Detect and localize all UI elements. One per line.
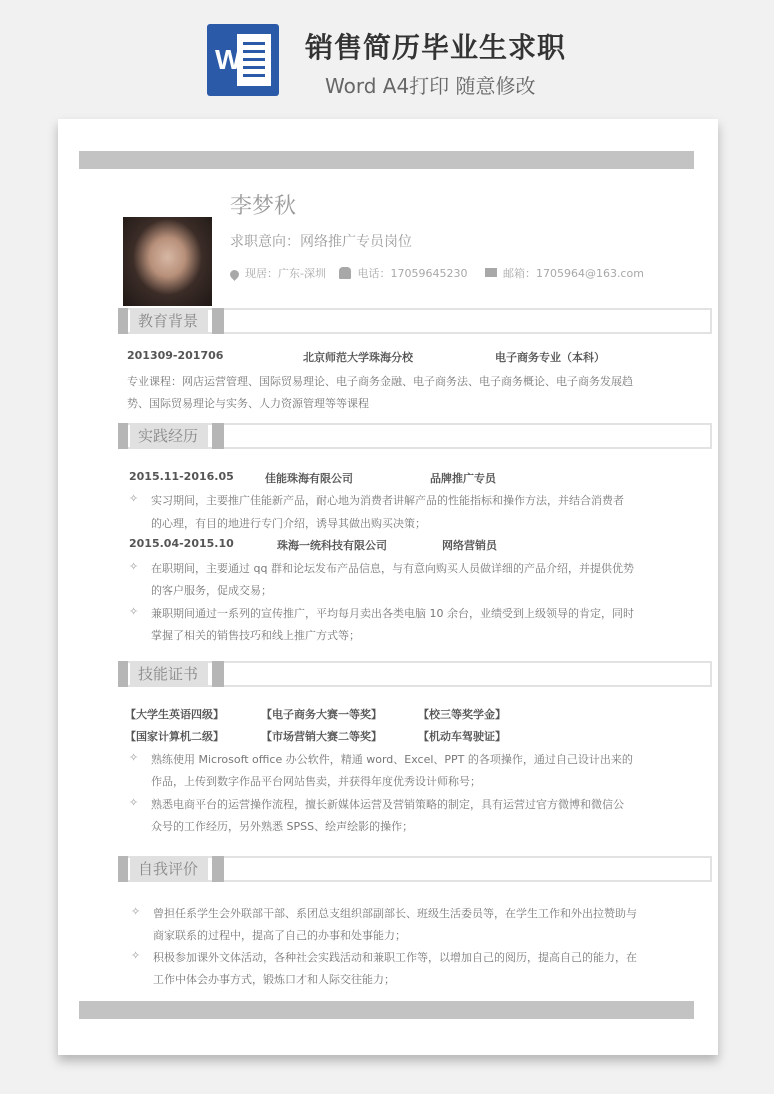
bullet-icon: ✧ (129, 492, 139, 505)
skill-point-line: 众号的工作经历，另外熟悉 SPSS、绘声绘影的操作； (151, 820, 414, 833)
phone-icon (339, 267, 351, 279)
job-point-line: 掌握了相关的销售技巧和线上推广方式等； (151, 629, 360, 642)
avatar (123, 217, 212, 306)
section-self-header (118, 856, 712, 882)
cert-item: 【电子商务大赛一等奖】 (261, 708, 382, 721)
bullet-icon: ✧ (131, 949, 141, 962)
edu-school: 北京师范大学珠海分校 (303, 351, 413, 364)
job-period: 2015.04-2015.10 (129, 537, 234, 550)
self-point-line: 商家联系的过程中，提高了自己的办事和处事能力； (153, 929, 406, 942)
top-bar (79, 151, 694, 169)
section-title: 教育背景 (130, 308, 208, 334)
job-point-line: 的心理，有目的地进行专门介绍，诱导其做出购买决策； (151, 517, 426, 530)
skill-point-line: 熟悉电商平台的运营操作流程，擅长新媒体运营及营销策略的制定，具有运营过官方微博和微信公 (151, 798, 624, 811)
location-icon (228, 268, 241, 281)
bottom-bar (79, 1001, 694, 1019)
job-point-line: 的客户服务，促成交易； (151, 584, 272, 597)
word-document-icon (207, 24, 279, 96)
cert-item: 【国家计算机二级】 (125, 730, 224, 743)
self-point-line: 积极参加课外文体活动，各种社会实践活动和兼职工作等，以增加自己的阅历，提高自己的能力，在 (153, 951, 637, 964)
page-subtitle: Word A4打印 随意修改 (325, 74, 536, 98)
job-intent: 求职意向：网络推广专员岗位 (230, 234, 412, 250)
bullet-icon: ✧ (129, 751, 139, 764)
edu-courses-line: 专业课程：网店运营管理、国际贸易理论、电子商务金融、电子商务法、电子商务概论、电子商务发展趋 (127, 375, 633, 388)
resume-name: 李梦秋 (230, 194, 297, 219)
self-point-line: 曾担任系学生会外联部干部、系团总支组织部副部长、班级生活委员等，在学生工作和外出拉赞助与 (153, 907, 637, 920)
job-point-line: 在职期间，主要通过 qq 群和论坛发布产品信息，与有意向购买人员做详细的产品介绍，并提供优势 (151, 562, 634, 575)
job-role: 网络营销员 (442, 539, 497, 552)
word-letter: W (215, 44, 242, 75)
job-point-line: 实习期间，主要推广佳能新产品，耐心地为消费者讲解产品的性能指标和操作方法，并结合消费者 (151, 494, 624, 507)
cert-item: 【市场营销大赛二等奖】 (261, 730, 382, 743)
job-role: 品牌推广专员 (430, 472, 496, 485)
page-title: 销售简历毕业生求职 (305, 31, 567, 64)
bullet-icon: ✧ (129, 796, 139, 809)
job-point-line: 兼职期间通过一系列的宣传推广，平均每月卖出各类电脑 10 余台，业绩受到上级领导的肯定，同时 (151, 607, 634, 620)
resume-page (58, 119, 718, 1055)
skill-point-line: 作品，上传到数字作品平台网站售卖，并获得年度优秀设计师称号； (151, 775, 481, 788)
self-point-line: 工作中体会办事方式，锻炼口才和人际交往能力； (153, 973, 395, 986)
section-title: 自我评价 (130, 856, 208, 882)
edu-major: 电子商务专业（本科） (495, 351, 605, 364)
location-text: 现居：广东-深圳 (245, 267, 326, 280)
job-period: 2015.11-2016.05 (129, 470, 234, 483)
email-text: 邮箱：1705964@163.com (502, 267, 644, 280)
section-skills-header (118, 661, 712, 687)
phone-text: 电话：17059645230 (357, 267, 468, 280)
job-company: 珠海一统科技有限公司 (277, 539, 387, 552)
section-title: 技能证书 (130, 661, 208, 687)
job-company: 佳能珠海有限公司 (265, 472, 353, 485)
edu-period: 201309-201706 (127, 349, 224, 362)
section-education-header (118, 308, 712, 334)
cert-item: 【校三等奖学金】 (418, 708, 506, 721)
edu-courses-line: 势、国际贸易理论与实务、人力资源管理等等课程 (127, 397, 369, 410)
contact-info (228, 265, 644, 281)
cert-item: 【机动车驾驶证】 (418, 730, 506, 743)
section-practice-header (118, 423, 712, 449)
bullet-icon: ✧ (129, 560, 139, 573)
cert-item: 【大学生英语四级】 (125, 708, 224, 721)
mail-icon (485, 268, 497, 277)
bullet-icon: ✧ (131, 905, 141, 918)
skill-point-line: 熟练使用 Microsoft office 办公软件，精通 word、Excel、PPT 的各项操作，通过自己设计出来的 (151, 753, 633, 766)
section-title: 实践经历 (130, 423, 208, 449)
bullet-icon: ✧ (129, 605, 139, 618)
